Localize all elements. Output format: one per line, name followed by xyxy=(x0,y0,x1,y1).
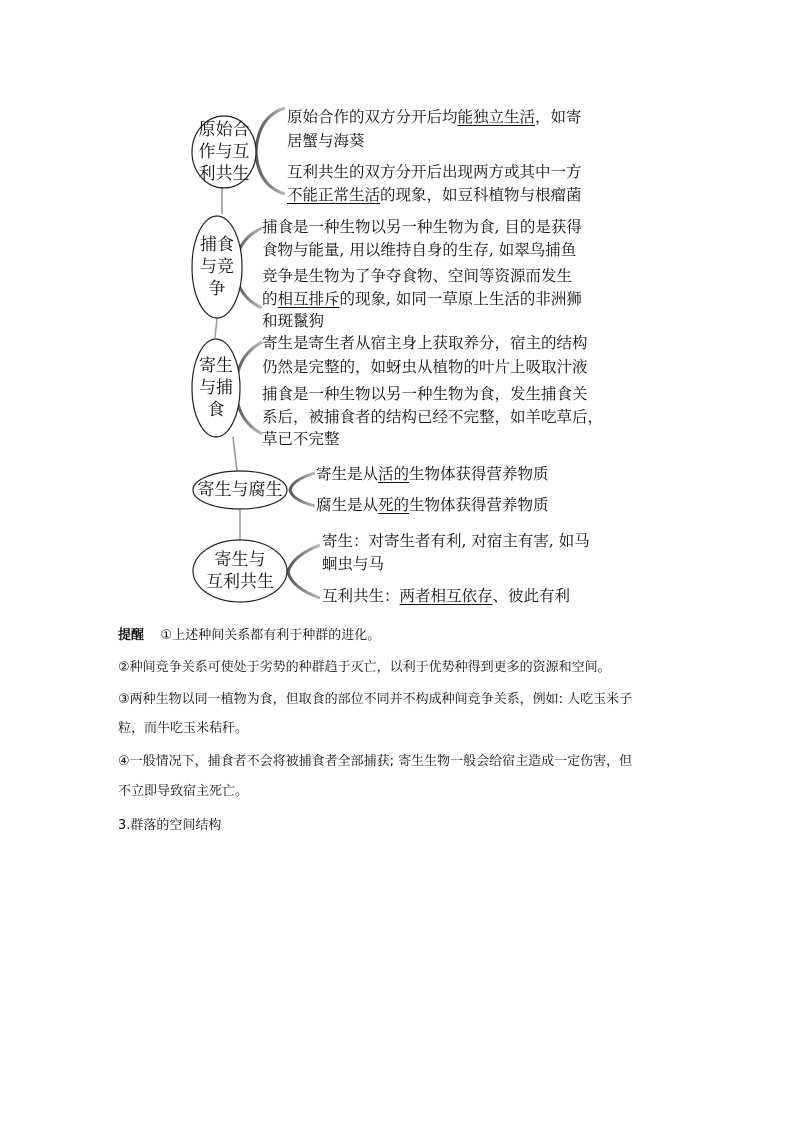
desc-line: 原始合作的双方分开后均能独立生活，如寄 xyxy=(287,108,582,126)
desc-line: 不能正常生活的现象，如豆科植物与根瘤菌 xyxy=(287,186,582,204)
desc-line: 腐生是从死的生物体获得营养物质 xyxy=(316,496,549,514)
node-parasitism-mutualism: 寄生与 互利共生 xyxy=(206,550,274,592)
note-label: 提醒 xyxy=(118,628,145,643)
desc-line: 系后，被捕食者的结构已经不完整，如羊吃草后， xyxy=(262,408,604,426)
node-parasitism-saprophytism: 寄生与腐生 xyxy=(197,480,283,500)
section-heading: 3.群落的空间结构 xyxy=(118,818,222,833)
brace-shape xyxy=(288,545,320,598)
desc-line: 的相互排斥的现象, 如同一草原上生活的非洲狮 xyxy=(262,290,582,308)
note-3a: ③两种生物以同一植物为食，但取食的部位不同并不构成种间竞争关系，例如: 人吃玉米子 xyxy=(118,692,633,707)
connector-line xyxy=(233,437,237,471)
desc-line: 捕食是一种生物以另一种生物为食, 目的是获得 xyxy=(262,218,582,236)
brace-shape xyxy=(290,473,315,506)
node-parasitism-predation: 寄生 与捕 食 xyxy=(199,356,233,420)
desc-line: 寄生：对寄生者有利, 对宿主有害, 如马 xyxy=(322,532,590,550)
desc-line: 草已不完整 xyxy=(262,430,340,448)
note-3b: 粒，而牛吃玉米秸秆。 xyxy=(118,721,249,736)
node-mutualism-protocooperation: 原始合 作与互 利共生 xyxy=(198,120,250,184)
desc-line: 寄生是寄生者从宿主身上获取养分，宿主的结构 xyxy=(262,334,588,352)
desc-line: 和斑鬣狗 xyxy=(262,312,325,330)
brace-shape xyxy=(256,108,285,194)
desc-line: 捕食是一种生物以另一种生物为食，发生捕食关 xyxy=(262,385,588,403)
note-4b: 不立即导致宿主死亡。 xyxy=(118,784,249,799)
desc-line: 寄生是从活的生物体获得营养物质 xyxy=(316,465,549,483)
desc-line: 仍然是完整的，如蚜虫从植物的叶片上吸取汁液 xyxy=(262,358,588,376)
note-1: 提醒 ①上述种间关系都有利于种群的进化。 xyxy=(118,628,381,643)
desc-line: 食物与能量, 用以维持自身的生存, 如翠鸟捕鱼 xyxy=(262,241,577,259)
desc-line: 互利共生：两者相互依存、彼此有利 xyxy=(322,587,571,605)
desc-line: 居蟹与海葵 xyxy=(287,132,365,150)
desc-line: 竞争是生物为了争夺食物、空间等资源而发生 xyxy=(262,267,573,285)
desc-line: 互利共生的双方分开后出现两方或其中一方 xyxy=(287,163,582,181)
connector-line xyxy=(215,318,217,338)
note-2: ②种间竞争关系可使处于劣势的种群趋于灭亡，以利于优势种得到更多的资源和空间。 xyxy=(118,660,611,675)
desc-line: 蛔虫与马 xyxy=(322,555,385,573)
node-predation-competition: 捕食 与竞 争 xyxy=(200,235,234,299)
note-4a: ④一般情况下，捕食者不会将被捕食者全部捕获; 寄生生物一般会给宿主造成一定伤害，但 xyxy=(118,754,633,769)
